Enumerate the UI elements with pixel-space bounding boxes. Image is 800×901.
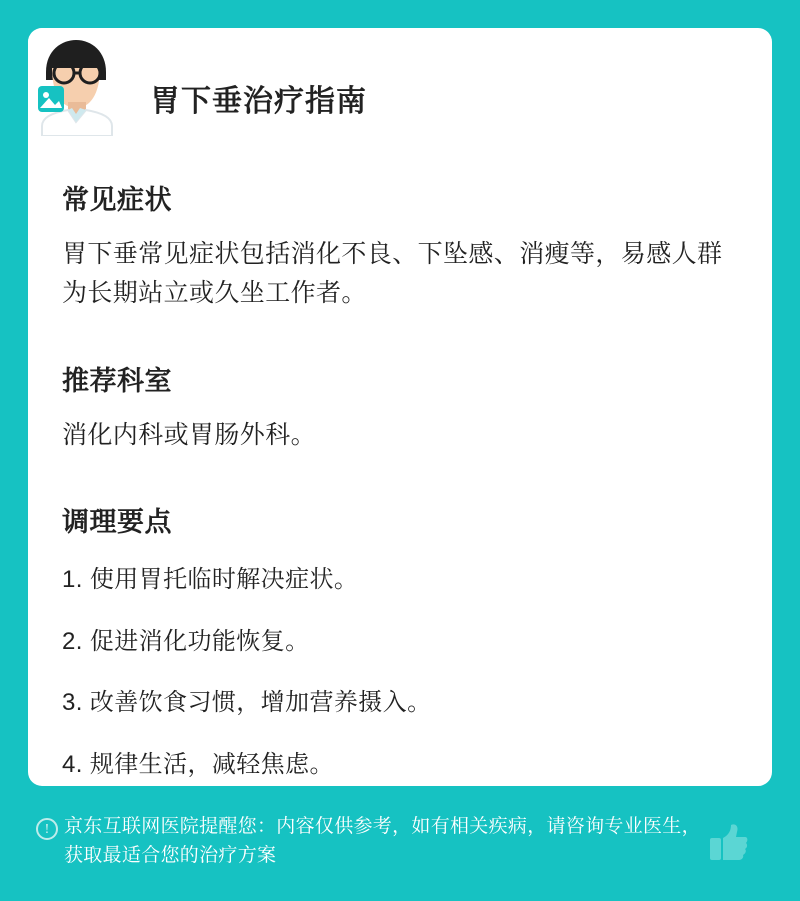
info-circle-icon: ! — [36, 818, 58, 840]
section-heading-symptoms: 常见症状 — [62, 185, 172, 215]
footer-text: 京东互联网医院提醒您：内容仅供参考，如有相关疾病，请咨询专业医生，获取最适合您的治疗方案 — [64, 816, 701, 867]
section-heading-department: 推荐科室 — [62, 365, 172, 396]
list-item: 1. 使用胃托临时解决症状。 — [62, 566, 359, 594]
section-body-symptoms: 胃下垂常见症状包括消化不良、下坠感、消瘦等，易感人群为长期站立或久坐工作者。 — [62, 240, 723, 307]
content-card — [28, 28, 772, 786]
page-title: 胃下垂治疗指南 — [150, 85, 367, 118]
list-item: 4. 规律生活，减轻焦虑。 — [62, 751, 334, 779]
care-points-list — [62, 563, 738, 786]
thumbs-up-icon[interactable] — [710, 822, 748, 862]
list-item: 2. 促进消化功能恢复。 — [62, 627, 310, 655]
doctor-avatar-icon — [28, 28, 116, 136]
footer-disclaimer — [28, 808, 772, 894]
list-item: 3. 改善饮食习惯，增加营养摄入。 — [62, 689, 432, 717]
section-body-department: 消化内科或胃肠外科。 — [62, 420, 317, 449]
section-heading-care-points: 调理要点 — [62, 507, 172, 538]
